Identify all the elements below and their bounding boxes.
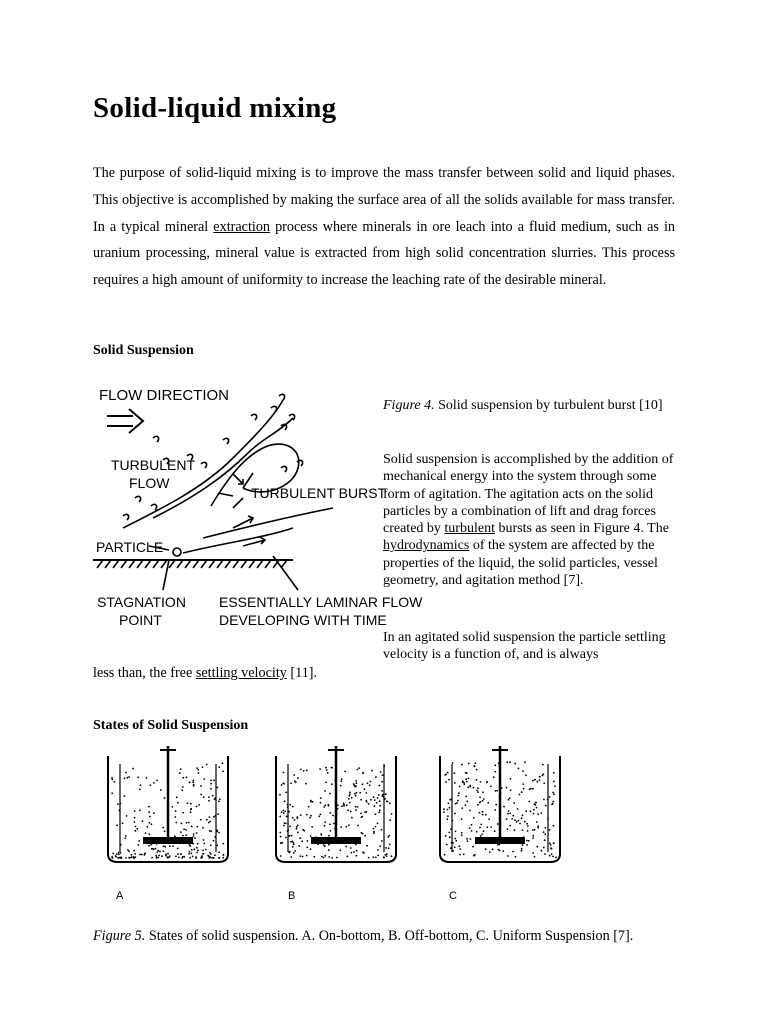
body1-text-c: of the system are affected by the properties of the liquid, the solid particles, vessel geometry, and agitation method [7]. — [383, 538, 658, 589]
figure4-caption-label: Figure 4. — [383, 398, 435, 413]
figure4-caption-text: Solid suspension by turbulent burst [10] — [434, 398, 663, 413]
figure5-caption-label: Figure 5. — [93, 928, 146, 944]
vessel-label-b: B — [288, 890, 296, 902]
flow-direction-label: FLOW DIRECTION — [99, 387, 229, 404]
intro-text-1: The purpose of solid-liquid mixing is to improve the mass transfer between solid and liquid phases. This objective is accomplished by making the surface area of all the solids available for mass transfer. In a typical mineral — [93, 165, 675, 235]
turbulent-burst-label: TURBULENT BURST — [251, 485, 387, 501]
stagnation-label-2: POINT — [119, 612, 162, 628]
figure4-caption — [383, 397, 675, 414]
particle-label: PARTICLE — [96, 539, 164, 555]
solid-suspension-paragraph — [383, 451, 675, 589]
turbulent-link[interactable]: turbulent — [444, 521, 495, 537]
intro-paragraph — [93, 160, 675, 294]
body2-text-a: less than, the free — [93, 665, 196, 681]
laminar-label-2: DEVELOPING WITH TIME — [219, 612, 387, 628]
settling-velocity-paragraph: In an agitated solid suspension the particle settling velocity is a function of, and is always — [383, 630, 666, 663]
intro-text-2: process where minerals in ore leach into a fluid medium, such as in uranium processing, mineral value is extracted from high solid concentration slurries. This process requires a high amount of uniformity to increase the leaching rate of the desirable mineral. — [93, 218, 675, 289]
turbulent-flow-label-2: FLOW — [129, 475, 170, 491]
section-heading-solid-suspension: Solid Suspension — [93, 343, 194, 358]
vessel-label-a: A — [116, 890, 124, 902]
vessel-label-c: C — [449, 890, 457, 902]
hydrodynamics-link[interactable]: hydrodynamics — [383, 538, 470, 554]
figure5-caption — [93, 928, 675, 946]
extraction-link[interactable]: extraction — [213, 218, 271, 235]
laminar-label: ESSENTIALLY LAMINAR FLOW — [219, 594, 423, 610]
turbulent-flow-label: TURBULENT — [111, 457, 196, 473]
particle-dot — [173, 548, 181, 556]
flow-arrow-icon — [107, 409, 143, 433]
body1-text-a: Solid suspension is accomplished by the addition of mechanical energy into the system through some form of agitation. The agitation acts on the solid particles by a combination of lift and drag forces created by — [383, 452, 674, 537]
suspension-states-figure — [100, 742, 570, 892]
stagnation-label: STAGNATION — [97, 594, 186, 610]
figure5-caption-text: States of solid suspension. A. On-bottom, B. Off-bottom, C. Uniform Suspension [7]. — [145, 928, 634, 944]
body1-text-b: bursts as seen in Figure 4. The — [494, 521, 669, 537]
page-title: Solid-liquid mixing — [93, 92, 337, 124]
settling-velocity-link[interactable]: settling velocity — [195, 665, 287, 681]
section-heading-states: States of Solid Suspension — [93, 718, 249, 733]
settling-velocity-paragraph-cont — [93, 660, 675, 686]
body2-text-b: [11]. — [286, 665, 318, 681]
